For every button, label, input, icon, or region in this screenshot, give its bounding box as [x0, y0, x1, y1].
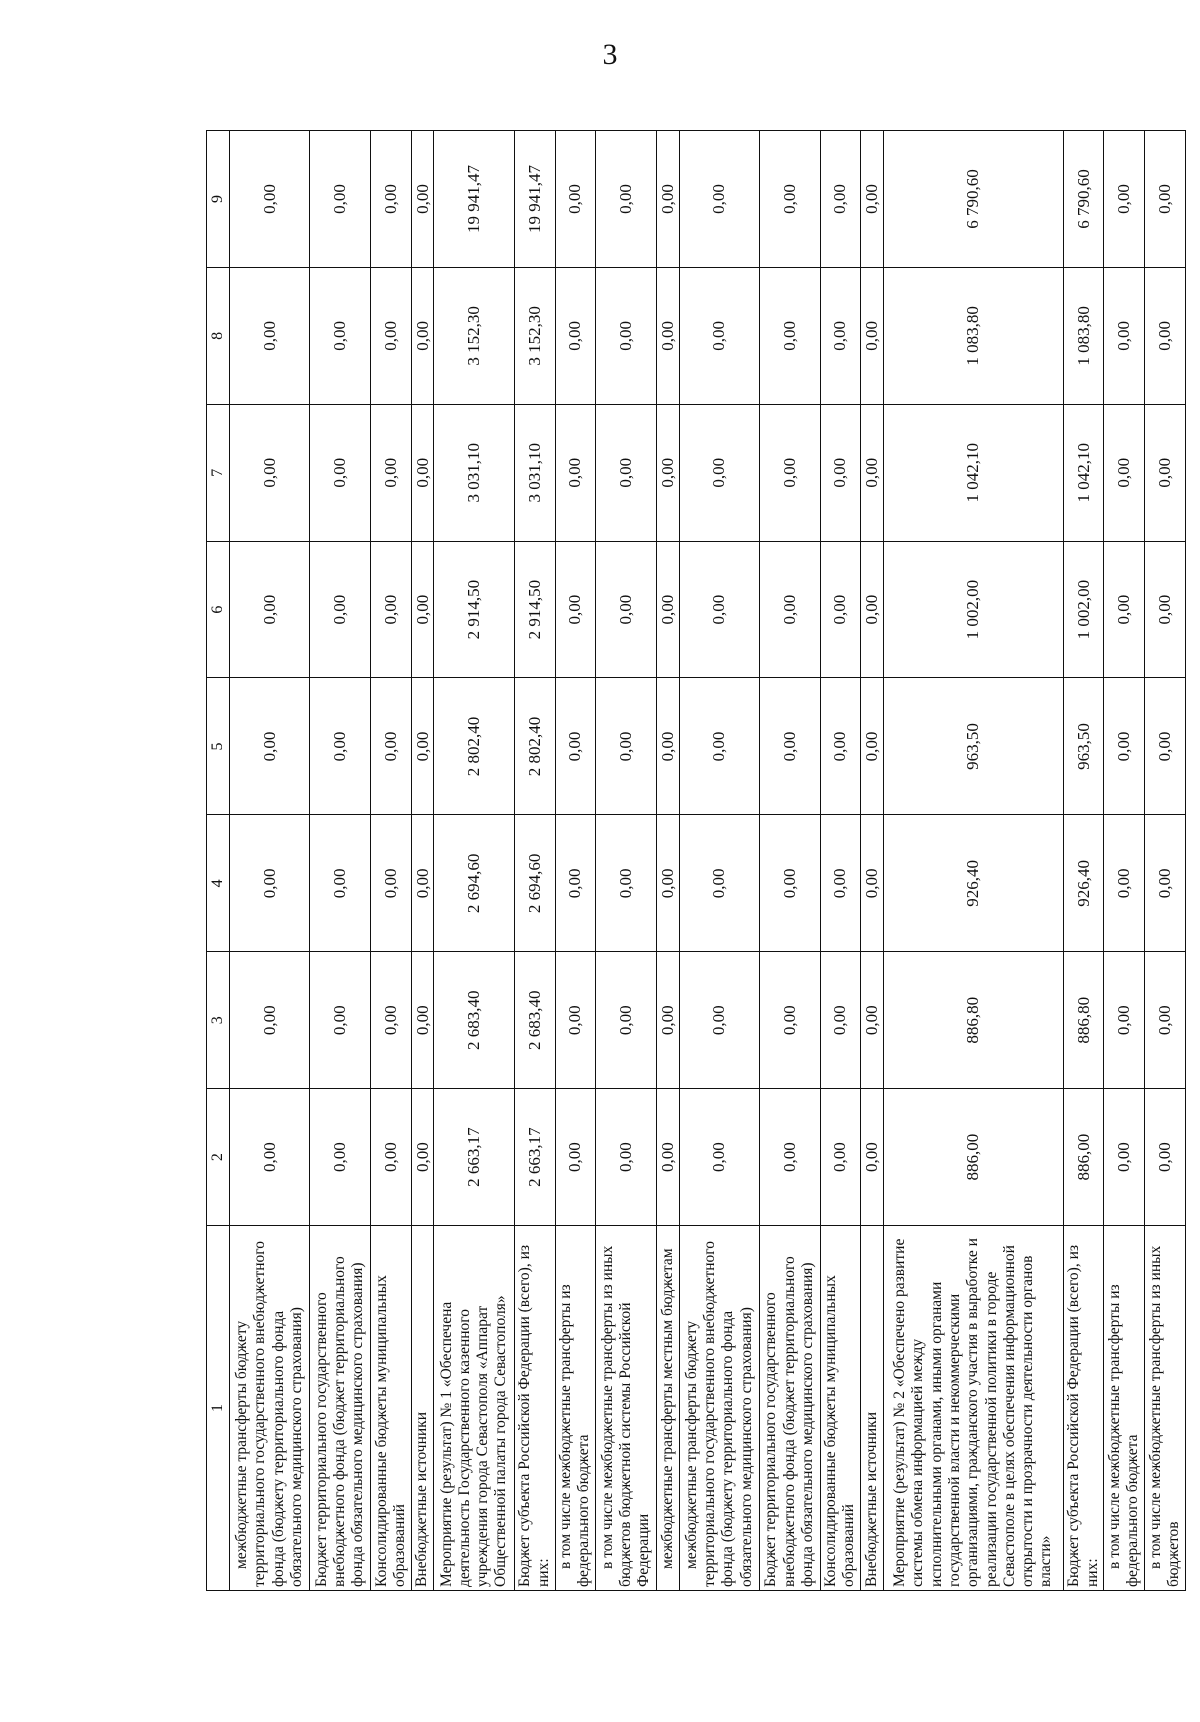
- value-cell: 0,00: [656, 541, 679, 678]
- value-cell: 2 694,60: [514, 815, 555, 952]
- value-cell: 0,00: [679, 678, 759, 815]
- value-cell: 0,00: [861, 404, 884, 541]
- value-cell: 0,00: [1104, 678, 1145, 815]
- value-cell: 0,00: [1145, 678, 1186, 815]
- value-cell: 0,00: [656, 952, 679, 1089]
- row-label: Мероприятие (результат) № 2 «Обеспечено развитие системы обмена информацией между исполнительными органами, иными органами государственной власти и некоммерческими организациями, гражданского участия в выработке и реализации государственной политики в городе Севастополе в целях обеспечения информационной открытости и прозрачности деятельности органов власти»: [884, 1226, 1064, 1591]
- value-cell: 0,00: [555, 541, 596, 678]
- table-row: [411, 131, 434, 1591]
- value-cell: 0,00: [679, 952, 759, 1089]
- value-cell: 0,00: [820, 404, 861, 541]
- value-cell: 19 941,47: [514, 131, 555, 268]
- row-label: Бюджет субъекта Российской Федерации (всего), из них:: [514, 1226, 555, 1591]
- row-label: Консолидированные бюджеты муниципальных образований: [370, 1226, 411, 1591]
- value-cell: 2 663,17: [434, 1089, 514, 1226]
- value-cell: 2 683,40: [434, 952, 514, 1089]
- value-cell: 0,00: [820, 952, 861, 1089]
- column-header: 2: [207, 1089, 230, 1226]
- value-cell: 3 152,30: [514, 267, 555, 404]
- value-cell: 0,00: [596, 541, 657, 678]
- value-cell: 926,40: [884, 815, 1064, 952]
- value-cell: 0,00: [1104, 404, 1145, 541]
- value-cell: 0,00: [820, 541, 861, 678]
- value-cell: 2 914,50: [514, 541, 555, 678]
- table-row: [760, 131, 821, 1591]
- value-cell: 886,00: [884, 1089, 1064, 1226]
- table-row: [514, 131, 555, 1591]
- table-row: [679, 131, 759, 1591]
- value-cell: 0,00: [679, 815, 759, 952]
- value-cell: 0,00: [310, 404, 371, 541]
- rotated-table-container: [206, 131, 1186, 1591]
- table-row: [434, 131, 514, 1591]
- value-cell: 0,00: [861, 678, 884, 815]
- value-cell: 0,00: [760, 267, 821, 404]
- value-cell: 0,00: [656, 267, 679, 404]
- value-cell: 0,00: [1104, 815, 1145, 952]
- value-cell: 0,00: [555, 952, 596, 1089]
- column-header: 5: [207, 678, 230, 815]
- table-row: [230, 131, 310, 1591]
- value-cell: 0,00: [370, 1089, 411, 1226]
- value-cell: 1 002,00: [1063, 541, 1104, 678]
- row-label: в том числе межбюджетные трансферты из иных бюджетов бюджетной системы Российской Федерации: [596, 1226, 657, 1591]
- value-cell: 0,00: [411, 1089, 434, 1226]
- value-cell: 0,00: [411, 541, 434, 678]
- value-cell: 0,00: [411, 267, 434, 404]
- value-cell: 926,40: [1063, 815, 1104, 952]
- table-header-row: [207, 131, 230, 1591]
- value-cell: 0,00: [760, 952, 821, 1089]
- value-cell: 0,00: [760, 131, 821, 268]
- value-cell: 0,00: [596, 131, 657, 268]
- value-cell: 0,00: [230, 952, 310, 1089]
- table-row: [861, 131, 884, 1591]
- value-cell: 2 802,40: [514, 678, 555, 815]
- value-cell: 963,50: [884, 678, 1064, 815]
- value-cell: 0,00: [555, 404, 596, 541]
- value-cell: 0,00: [1145, 541, 1186, 678]
- value-cell: 0,00: [555, 678, 596, 815]
- column-header: 8: [207, 267, 230, 404]
- table-row: [1145, 131, 1186, 1591]
- value-cell: 0,00: [230, 541, 310, 678]
- value-cell: 963,50: [1063, 678, 1104, 815]
- value-cell: 0,00: [370, 541, 411, 678]
- row-label: Бюджет территориального государственного внебюджетного фонда (бюджет территориального фонда обязательного медицинского страхования): [310, 1226, 371, 1591]
- value-cell: 0,00: [596, 404, 657, 541]
- value-cell: 0,00: [760, 541, 821, 678]
- value-cell: 0,00: [1145, 952, 1186, 1089]
- value-cell: 0,00: [596, 678, 657, 815]
- value-cell: 0,00: [656, 404, 679, 541]
- row-label: Бюджет субъекта Российской Федерации (всего), из них:: [1063, 1226, 1104, 1591]
- table-body: [230, 131, 1186, 1591]
- table-row: [1104, 131, 1145, 1591]
- value-cell: 0,00: [861, 815, 884, 952]
- value-cell: 3 152,30: [434, 267, 514, 404]
- value-cell: 886,80: [884, 952, 1064, 1089]
- value-cell: 0,00: [411, 815, 434, 952]
- value-cell: 0,00: [1104, 131, 1145, 268]
- row-label: в том числе межбюджетные трансферты из федерального бюджета: [555, 1226, 596, 1591]
- table-row: [596, 131, 657, 1591]
- value-cell: 0,00: [555, 815, 596, 952]
- value-cell: 0,00: [370, 267, 411, 404]
- row-label: межбюджетные трансферты местным бюджетам: [656, 1226, 679, 1591]
- value-cell: 0,00: [679, 1089, 759, 1226]
- value-cell: 0,00: [230, 1089, 310, 1226]
- value-cell: 0,00: [230, 404, 310, 541]
- table-row: [555, 131, 596, 1591]
- value-cell: 0,00: [679, 541, 759, 678]
- row-label: Консолидированные бюджеты муниципальных образований: [820, 1226, 861, 1591]
- row-label: Мероприятие (результат) № 1 «Обеспечена деятельность Государственного казенного учреждения города Севастополя «Аппарат Общественной палаты города Севастополя»: [434, 1226, 514, 1591]
- table-row: [1063, 131, 1104, 1591]
- value-cell: 0,00: [230, 131, 310, 268]
- value-cell: 0,00: [861, 952, 884, 1089]
- value-cell: 0,00: [1145, 131, 1186, 268]
- value-cell: 3 031,10: [514, 404, 555, 541]
- table-row: [370, 131, 411, 1591]
- value-cell: 886,00: [1063, 1089, 1104, 1226]
- column-header: 3: [207, 952, 230, 1089]
- value-cell: 0,00: [411, 952, 434, 1089]
- value-cell: 0,00: [820, 678, 861, 815]
- value-cell: 1 042,10: [1063, 404, 1104, 541]
- column-header: 6: [207, 541, 230, 678]
- column-header: 1: [207, 1226, 230, 1591]
- value-cell: 0,00: [1104, 267, 1145, 404]
- value-cell: 0,00: [310, 952, 371, 1089]
- value-cell: 0,00: [861, 1089, 884, 1226]
- value-cell: 0,00: [820, 131, 861, 268]
- value-cell: 0,00: [596, 1089, 657, 1226]
- value-cell: 0,00: [1104, 1089, 1145, 1226]
- value-cell: 0,00: [1145, 1089, 1186, 1226]
- value-cell: 0,00: [555, 131, 596, 268]
- row-label: в том числе межбюджетные трансферты из федерального бюджета: [1104, 1226, 1145, 1591]
- value-cell: 0,00: [411, 404, 434, 541]
- value-cell: 0,00: [596, 952, 657, 1089]
- value-cell: 2 694,60: [434, 815, 514, 952]
- value-cell: 0,00: [820, 1089, 861, 1226]
- value-cell: 0,00: [656, 815, 679, 952]
- row-label: Внебюджетные источники: [411, 1226, 434, 1591]
- value-cell: 0,00: [656, 678, 679, 815]
- value-cell: 19 941,47: [434, 131, 514, 268]
- value-cell: 0,00: [679, 267, 759, 404]
- value-cell: 0,00: [760, 1089, 821, 1226]
- table-row: [310, 131, 371, 1591]
- value-cell: 1 083,80: [1063, 267, 1104, 404]
- value-cell: 0,00: [760, 678, 821, 815]
- value-cell: 0,00: [1104, 541, 1145, 678]
- value-cell: 0,00: [310, 1089, 371, 1226]
- value-cell: 2 683,40: [514, 952, 555, 1089]
- value-cell: 1 083,80: [884, 267, 1064, 404]
- value-cell: 0,00: [370, 815, 411, 952]
- value-cell: 2 802,40: [434, 678, 514, 815]
- value-cell: 6 790,60: [1063, 131, 1104, 268]
- value-cell: 0,00: [861, 541, 884, 678]
- row-label: Внебюджетные источники: [861, 1226, 884, 1591]
- row-label: межбюджетные трансферты бюджету территориального государственного внебюджетного фонда (бюджету территориального фонда обязательного медицинского страхования): [230, 1226, 310, 1591]
- value-cell: 0,00: [820, 267, 861, 404]
- value-cell: 0,00: [679, 404, 759, 541]
- value-cell: 0,00: [370, 131, 411, 268]
- budget-table: [206, 130, 1186, 1591]
- value-cell: 0,00: [679, 131, 759, 268]
- row-label: Бюджет территориального государственного внебюджетного фонда (бюджет территориального фонда обязательного медицинского страхования): [760, 1226, 821, 1591]
- value-cell: 3 031,10: [434, 404, 514, 541]
- value-cell: 0,00: [230, 815, 310, 952]
- value-cell: 0,00: [310, 815, 371, 952]
- value-cell: 0,00: [760, 815, 821, 952]
- value-cell: 0,00: [1145, 404, 1186, 541]
- value-cell: 2 663,17: [514, 1089, 555, 1226]
- value-cell: 0,00: [310, 678, 371, 815]
- value-cell: 0,00: [861, 267, 884, 404]
- column-header: 9: [207, 131, 230, 268]
- value-cell: 0,00: [1145, 267, 1186, 404]
- value-cell: 0,00: [820, 815, 861, 952]
- value-cell: 0,00: [555, 267, 596, 404]
- page-number: 3: [602, 38, 618, 71]
- value-cell: 0,00: [370, 404, 411, 541]
- value-cell: 0,00: [411, 131, 434, 268]
- column-header: 7: [207, 404, 230, 541]
- value-cell: 1 042,10: [884, 404, 1064, 541]
- value-cell: 886,80: [1063, 952, 1104, 1089]
- column-header: 4: [207, 815, 230, 952]
- table-row: [820, 131, 861, 1591]
- table-row: [884, 131, 1064, 1591]
- row-label: межбюджетные трансферты бюджету территориального государственного внебюджетного фонда (бюджету территориального фонда обязательного медицинского страхования): [679, 1226, 759, 1591]
- value-cell: 0,00: [656, 131, 679, 268]
- value-cell: 1 002,00: [884, 541, 1064, 678]
- value-cell: 0,00: [1104, 952, 1145, 1089]
- value-cell: 0,00: [310, 131, 371, 268]
- value-cell: 0,00: [1145, 815, 1186, 952]
- value-cell: 0,00: [555, 1089, 596, 1226]
- value-cell: 0,00: [861, 131, 884, 268]
- value-cell: 0,00: [230, 267, 310, 404]
- value-cell: 0,00: [411, 678, 434, 815]
- value-cell: 2 914,50: [434, 541, 514, 678]
- row-label: в том числе межбюджетные трансферты из иных бюджетов: [1145, 1226, 1186, 1591]
- value-cell: 0,00: [230, 678, 310, 815]
- value-cell: 0,00: [310, 541, 371, 678]
- value-cell: 0,00: [370, 952, 411, 1089]
- value-cell: 0,00: [310, 267, 371, 404]
- value-cell: 0,00: [370, 678, 411, 815]
- value-cell: 0,00: [596, 815, 657, 952]
- value-cell: 6 790,60: [884, 131, 1064, 268]
- value-cell: 0,00: [596, 267, 657, 404]
- value-cell: 0,00: [760, 404, 821, 541]
- table-row: [656, 131, 679, 1591]
- value-cell: 0,00: [656, 1089, 679, 1226]
